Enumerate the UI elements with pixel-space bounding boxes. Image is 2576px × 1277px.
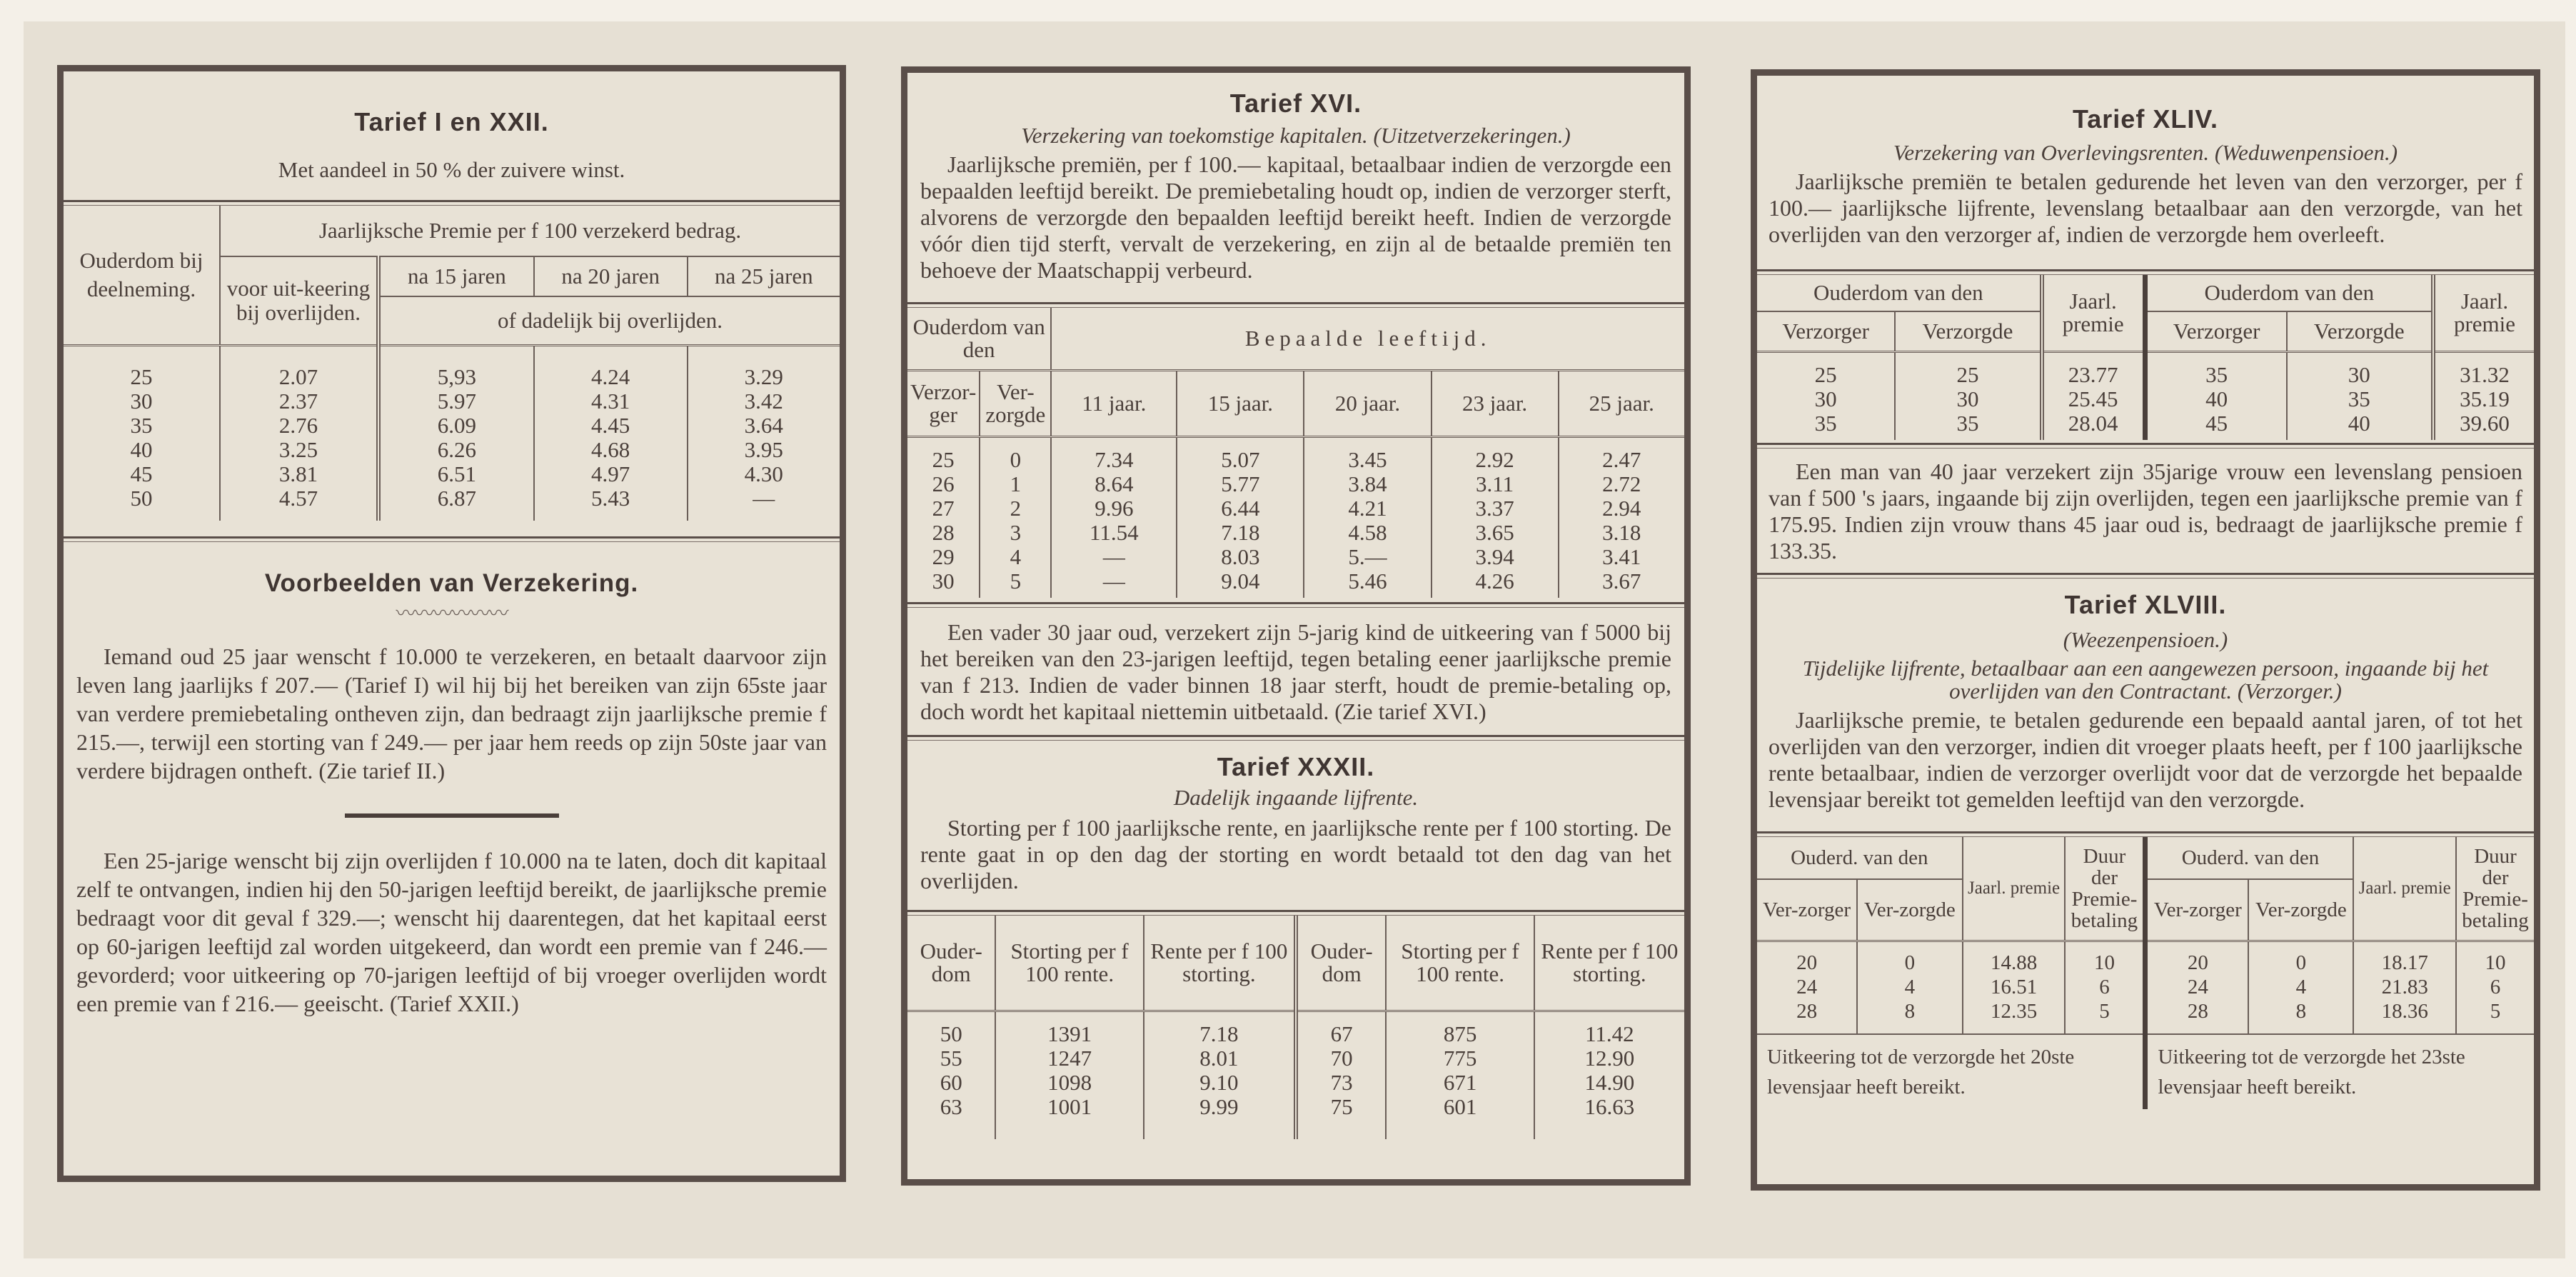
col-header-25: na 25 jaren <box>688 256 840 296</box>
table-cell: 601 <box>1386 1095 1534 1139</box>
table-row <box>64 346 840 390</box>
panel1-subtitle: Met aandeel in 50 % der zuivere winst. <box>278 157 625 182</box>
table-cell: 2.94 <box>1559 496 1684 521</box>
table-cell: 5,93 <box>378 346 534 390</box>
divider <box>64 536 840 542</box>
table-cell: 671 <box>1386 1071 1534 1095</box>
divider <box>1757 573 2534 579</box>
panel-tarief-xliv <box>1751 69 2540 1191</box>
table-cell: 5.77 <box>1177 472 1304 496</box>
table-cell: 9.99 <box>1144 1095 1296 1139</box>
panel2-example: Een vader 30 jaar oud, verzekert zijn 5-jarig kind de uitkeering van f 5000 bij het bereiken van den 23-jarigen leeftijd, tegen betaling eener jaarlijksche premie van f 213. Indien de vader binnen 18 jaar sterft, houdt de premie-betaling op, doch wordt het kapitaal niettemin uitbetaald. (Zie tarief XVI.) <box>920 619 1671 724</box>
table-cell: 60 <box>940 1070 962 1095</box>
table-cell: 7.34 <box>1051 437 1177 473</box>
table-cell: 2 <box>980 496 1051 521</box>
col-header-verzorger: Verzorger <box>1782 319 1869 344</box>
panel3-subtitle2a: (Weezenpensioen.) <box>2063 627 2228 652</box>
col-header-duur: Duur der Premie-betaling <box>2065 837 2145 941</box>
tarief-xliv-table <box>1757 275 2534 440</box>
table-cell: 3.84 <box>1304 472 1431 496</box>
table-cell: 3.11 <box>1432 472 1559 496</box>
col-header-verzorgde: Ver-zorgde <box>1857 879 1963 941</box>
table-row <box>1757 941 2534 976</box>
table-cell: 50 <box>130 486 153 511</box>
table-cell: 6 <box>2065 975 2145 999</box>
panel3-title: Tarief XLIV. <box>2072 104 2219 134</box>
table-cell: 1098 <box>995 1071 1143 1095</box>
table-cell: 28 <box>2145 999 2248 1034</box>
table-cell: — <box>1051 545 1177 569</box>
table-cell: 1391 <box>995 1011 1143 1047</box>
table-cell: 4 <box>1857 975 1963 999</box>
table-cell: 35 <box>1814 411 1837 436</box>
table-cell: 35.19 <box>2433 387 2534 411</box>
panel2-title2: Tarief XXXII. <box>1217 752 1375 781</box>
table-cell: 9.96 <box>1051 496 1177 521</box>
table-cell: 9.04 <box>1177 569 1304 598</box>
table-cell: 23.77 <box>2042 352 2145 388</box>
table-cell: 6.26 <box>378 438 534 462</box>
col-header-age: Ouder-dom <box>920 938 982 986</box>
col-header-rente: Rente per f 100 storting. <box>1534 916 1684 1011</box>
col-header-15: na 15 jaren <box>378 256 534 296</box>
table-cell: 27 <box>932 496 955 521</box>
table-cell: 55 <box>940 1046 962 1071</box>
table-cell: 5.97 <box>378 389 534 414</box>
table-cell: 4.45 <box>534 414 688 438</box>
table-cell: 35 <box>2287 387 2433 411</box>
table-cell: 16.51 <box>1963 975 2066 999</box>
panel3-title2: Tarief XLVIII. <box>2064 590 2227 619</box>
col-header-verzorgde: Verzorgde <box>2287 311 2433 352</box>
table-cell: 2.37 <box>220 389 378 414</box>
table-cell: 775 <box>1386 1046 1534 1071</box>
table-cell: 3.81 <box>220 462 378 486</box>
col-header-20: 20 jaar. <box>1304 371 1431 437</box>
table-cell: 20 <box>1796 951 1818 974</box>
table-cell: 7.18 <box>1177 521 1304 545</box>
group-header-target: Bepaalde leeftijd. <box>1051 308 1684 371</box>
table-cell: 28.04 <box>2042 411 2145 440</box>
group-header-age: Ouderdom van den <box>1757 275 2042 311</box>
table-cell: 5.43 <box>534 486 688 521</box>
table-cell: 1 <box>980 472 1051 496</box>
sub-header-immediate: of dadelijk bij overlijden. <box>378 296 840 346</box>
table-cell: 73 <box>1296 1071 1386 1095</box>
group-header-age: Ouderdom van den <box>912 314 1045 362</box>
table-cell: 29 <box>932 544 955 569</box>
table-row <box>64 389 840 414</box>
table-row <box>64 438 840 462</box>
table-row <box>907 545 1684 569</box>
col-header-duur: Duur der Premie-betaling <box>2456 837 2534 941</box>
col-header-verzorgde: Ver-zorgde <box>2248 879 2353 941</box>
panel2-intro: Jaarlijksche premiën, per f 100.— kapitaal, betaalbaar indien de verzorgde een bepaalden leeftijd bereikt. De premiebetaling houdt op, indien de verzorger sterft, alvorens de verzorgde den bepaalden leeftijd bereikt heeft. Indien de verzorgde vóór dien tijd sterft, vervalt de verzekering, en zijn al de betaalde premiën ten behoeve der Maatschappij verbeurd. <box>920 151 1671 283</box>
table-cell: 35 <box>1895 411 2041 440</box>
col-header-age: Ouderdom bij deelneming. <box>79 248 203 301</box>
table-cell: 3.45 <box>1304 437 1431 473</box>
col-header-premie: Jaarl. premie <box>2353 837 2456 941</box>
table-cell: 2.47 <box>1559 437 1684 473</box>
table-cell: 4.21 <box>1304 496 1431 521</box>
table-cell: 3.29 <box>688 346 840 390</box>
table-cell: 6.09 <box>378 414 534 438</box>
table-row <box>1757 975 2534 999</box>
table-cell: 4.24 <box>534 346 688 390</box>
table-cell: 0 <box>980 437 1051 473</box>
table-row <box>1757 411 2534 440</box>
col-header-verzorgde: Verzorgde <box>1895 311 2041 352</box>
table-cell: 3.64 <box>688 414 840 438</box>
table-cell: 4.68 <box>534 438 688 462</box>
col-header-premie: Jaarl. premie <box>2433 275 2534 352</box>
table-cell: 3.25 <box>220 438 378 462</box>
divider <box>1757 443 2534 449</box>
table-cell: 70 <box>1296 1046 1386 1071</box>
table-cell: 6 <box>2456 975 2534 999</box>
table-row <box>907 521 1684 545</box>
table-cell: 7.18 <box>1144 1011 1296 1047</box>
table-cell: 67 <box>1296 1011 1386 1047</box>
col-header-verzorgde: Ver-zorgde <box>980 371 1051 437</box>
table-cell: 14.90 <box>1534 1071 1684 1095</box>
table-cell: 12.35 <box>1963 999 2066 1034</box>
table-cell: 40 <box>130 437 153 462</box>
table-cell: 40 <box>2145 387 2286 411</box>
table-cell: 4.57 <box>220 486 378 521</box>
tarief-xvi-table <box>907 308 1684 598</box>
table-row <box>907 472 1684 496</box>
table-cell: — <box>688 486 840 521</box>
table-cell: 26 <box>932 471 955 496</box>
panel3-intro: Jaarlijksche premiën te betalen gedurende het leven van den verzorger, per f 100.— jaarlijksche lijfrente, levenslang betaalbaar aan den verzorgde, van het overlijden van den verzorger af, indien de verzorgde hem overleeft. <box>1769 169 2522 247</box>
table-cell: 3.18 <box>1559 521 1684 545</box>
table-row <box>907 496 1684 521</box>
table-cell: 63 <box>940 1094 962 1119</box>
examples-title: Voorbeelden van Verzekering. <box>264 569 639 597</box>
table-cell: 3.67 <box>1559 569 1684 598</box>
table-cell: 3.95 <box>688 438 840 462</box>
divider <box>907 302 1684 308</box>
table-cell: 875 <box>1386 1011 1534 1047</box>
table-cell: 4.97 <box>534 462 688 486</box>
table-cell: 5.— <box>1304 545 1431 569</box>
table-cell: 5.07 <box>1177 437 1304 473</box>
col-header-premie: Jaarl. premie <box>1963 837 2066 941</box>
table-cell: 5 <box>2065 999 2145 1034</box>
table-cell: — <box>1051 569 1177 598</box>
col-header-verzorger: Verzorger <box>2145 311 2286 352</box>
table-cell: 24 <box>2145 975 2248 999</box>
table-cell: 1001 <box>995 1095 1143 1139</box>
table-cell: 3.65 <box>1432 521 1559 545</box>
table-row <box>1757 352 2534 388</box>
col-header-25: 25 jaar. <box>1559 371 1684 437</box>
table-row <box>907 1011 1684 1047</box>
table-cell: 5 <box>980 569 1051 598</box>
panel-tarief-xvi <box>901 66 1691 1186</box>
panel2-subtitle2: Dadelijk ingaande lijfrente. <box>1173 785 1419 810</box>
col-header-storting: Storting per f 100 rente. <box>1386 916 1534 1011</box>
table-cell: 4 <box>2248 975 2353 999</box>
table-cell: 28 <box>932 520 955 545</box>
table-cell: 45 <box>2145 411 2286 440</box>
table-row <box>64 414 840 438</box>
table-row <box>64 462 840 486</box>
table-cell: 0 <box>2248 941 2353 976</box>
table-row <box>1757 999 2534 1034</box>
divider <box>1757 831 2534 837</box>
table-cell: 30 <box>130 389 153 414</box>
table-cell: 39.60 <box>2433 411 2534 440</box>
panel-tarief-i-en-xxii <box>57 65 846 1182</box>
col-header-verzorger: Verzor-ger <box>910 379 977 427</box>
table-cell: 5.46 <box>1304 569 1431 598</box>
panel3-subtitle: Verzekering van Overlevingsrenten. (Weduwenpensioen.) <box>1893 140 2398 165</box>
divider <box>907 910 1684 916</box>
divider <box>907 602 1684 608</box>
table-cell: 4.58 <box>1304 521 1431 545</box>
table-cell: 3.94 <box>1432 545 1559 569</box>
panel3-intro2: Jaarlijksche premie, te betalen gedurende een bepaald aantal jaren, of tot het overlijden van den verzorger, indien dit vroeger plaats heeft, per f 100 jaarlijksche rente betaalbaar, indien de verzorger overlijdt voor dat de verzorgde het bepaalde levensjaar bereikt tot gemelden leeftijd van den verzorgde. <box>1769 707 2522 812</box>
table-cell: 20 <box>2145 941 2248 976</box>
note-right: Uitkeering tot de verzorgde het 23ste levensjaar heeft bereikt. <box>2145 1034 2534 1109</box>
table-cell: 35 <box>130 413 153 438</box>
table-cell: 25 <box>1895 352 2041 388</box>
table-cell: 25 <box>932 447 955 472</box>
divider <box>1757 269 2534 275</box>
table-cell: 18.36 <box>2353 999 2456 1034</box>
col-header-11: 11 jaar. <box>1051 371 1177 437</box>
col-header-20: na 20 jaren <box>534 256 688 296</box>
panel2-intro2: Storting per f 100 jaarlijksche rente, en jaarlijksche rente per f 100 storting. De rente gaat in op den dag der storting en wordt betaald tot den dag van het overlijden. <box>920 815 1671 893</box>
col-header-verzorger: Ver-zorger <box>2145 879 2248 941</box>
table-cell: 4.26 <box>1432 569 1559 598</box>
col-header-verzorger: Ver-zorger <box>1763 898 1851 921</box>
table-cell: 25.45 <box>2042 387 2145 411</box>
group-header-age: Ouderd. van den <box>2145 837 2353 879</box>
table-row <box>907 437 1684 473</box>
table-cell: 24 <box>1796 976 1818 998</box>
table-cell: 50 <box>940 1021 962 1046</box>
table-cell: 4.31 <box>534 389 688 414</box>
table-cell: 10 <box>2456 941 2534 976</box>
group-header-age: Ouderd. van den <box>1757 837 1963 879</box>
example-1: Iemand oud 25 jaar wenscht f 10.000 te verzekeren, en betaalt daarvoor zijn leven lang jaarlijks f 207.— (Tarief I) wil hij bij het bereiken van zijn 65ste jaar van verdere premiebetaling ontheven zijn, dan bedraagt zijn jaarlijksche premie f 215.—, terwijl een storting van f 249.— per jaar hem reeds op zijn 50ste jaar van verdere bijdragen ontheft. (Zie tarief II.) <box>76 643 827 783</box>
example-2: Een 25-jarige wenscht bij zijn overlijden f 10.000 na te laten, doch dit kapitaal zelf te ontvangen, indien hij den 50-jarigen leeftijd bereikt, de jaarlijksche premie bedraagt voor dit geval f 329.—; wenscht hij daarentegen, dat het kapitaal eerst op 60-jarigen leeftijd zal worden uitgekeerd, dan wordt een premie van f 246.— gevorderd; voor uitkeering op 70-jarigen leeftijd of bij vroeger overlijden wordt een premie van f 216.— geeischt. (Tarief XXII.) <box>76 848 827 1016</box>
table-cell: 2.07 <box>220 346 378 390</box>
col-header-23: 23 jaar. <box>1432 371 1559 437</box>
table-cell: 2.92 <box>1432 437 1559 473</box>
col-header-15: 15 jaar. <box>1177 371 1304 437</box>
table-cell: 8 <box>2248 999 2353 1034</box>
table-cell: 3.41 <box>1559 545 1684 569</box>
col-header-age: Ouder-dom <box>1296 916 1386 1011</box>
table-cell: 35 <box>2145 352 2286 388</box>
divider <box>907 735 1684 741</box>
table-cell: 8.01 <box>1144 1046 1296 1071</box>
table-cell: 28 <box>1796 1000 1818 1023</box>
table-cell: 0 <box>1857 941 1963 976</box>
table-cell: 6.44 <box>1177 496 1304 521</box>
table-row <box>907 569 1684 598</box>
panel1-title: Tarief I en XXII. <box>354 107 549 136</box>
tarief-xlviii-table <box>1757 837 2534 1109</box>
table-cell: 30 <box>932 569 955 594</box>
col-header-rente: Rente per f 100 storting. <box>1144 916 1296 1011</box>
tarief-i-table <box>64 206 840 521</box>
table-cell: 6.87 <box>378 486 534 521</box>
table-cell: 3.42 <box>688 389 840 414</box>
table-cell: 45 <box>130 461 153 486</box>
panel3-subtitle2b: Tijdelijke lijfrente, betaalbaar aan een aangewezen persoon, ingaande bij het overlijden van den Contractant. (Verzorger.) <box>1802 656 2489 703</box>
table-cell: 11.54 <box>1051 521 1177 545</box>
table-cell: 31.32 <box>2433 352 2534 388</box>
panel2-subtitle: Verzekering van toekomstige kapitalen. (Uitzetverzekeringen.) <box>1021 123 1571 148</box>
ornament: 〰〰〰〰〰〰 <box>396 603 508 625</box>
table-cell: 8.64 <box>1051 472 1177 496</box>
panel2-title: Tarief XVI. <box>1229 89 1362 118</box>
table-cell: 18.17 <box>2353 941 2456 976</box>
col-header-death: voor uit-keering bij overlijden. <box>220 256 378 346</box>
table-cell: 75 <box>1296 1095 1386 1139</box>
table-cell: 5 <box>2456 999 2534 1034</box>
panel3-example: Een man van 40 jaar verzekert zijn 35jarige vrouw een levenslang pensioen van f 500 's jaars, ingaande bij zijn overlijden, tegen een jaarlijksche premie van f 175.95. Indien zijn vrouw thans 45 jaar oud is, bedraagt de jaarlijksche premie f 133.35. <box>1769 459 2522 564</box>
table-cell: 2.76 <box>220 414 378 438</box>
table-cell: 3 <box>980 521 1051 545</box>
table-cell: 25 <box>130 364 153 389</box>
table-row <box>1757 387 2534 411</box>
table-cell: 25 <box>1814 362 1837 387</box>
table-cell: 4 <box>980 545 1051 569</box>
table-cell: 8 <box>1857 999 1963 1034</box>
table-cell: 9.10 <box>1144 1071 1296 1095</box>
group-header-premium: Jaarlijksche Premie per f 100 verzekerd bedrag. <box>220 206 840 256</box>
tarief-xxxii-table <box>907 916 1684 1139</box>
table-cell: 12.90 <box>1534 1046 1684 1071</box>
table-cell: 30 <box>1895 387 2041 411</box>
table-cell: 14.88 <box>1963 941 2066 976</box>
table-cell: 1247 <box>995 1046 1143 1071</box>
table-cell: 30 <box>1814 386 1837 411</box>
table-cell: 8.03 <box>1177 545 1304 569</box>
col-header-storting: Storting per f 100 rente. <box>995 916 1143 1011</box>
table-cell: 10 <box>2065 941 2145 976</box>
table-cell: 30 <box>2287 352 2433 388</box>
table-cell: 2.72 <box>1559 472 1684 496</box>
note-left: Uitkeering tot de verzorgde het 20ste levensjaar heeft bereikt. <box>1767 1046 2075 1098</box>
col-header-premie: Jaarl. premie <box>2042 275 2145 352</box>
divider <box>64 200 840 206</box>
table-cell: 6.51 <box>378 462 534 486</box>
group-header-age: Ouderdom van den <box>2145 275 2433 311</box>
table-cell: 16.63 <box>1534 1095 1684 1139</box>
table-cell: 4.30 <box>688 462 840 486</box>
table-row <box>64 486 840 521</box>
table-cell: 11.42 <box>1534 1011 1684 1047</box>
table-row <box>907 1071 1684 1095</box>
table-row <box>907 1046 1684 1071</box>
table-row <box>907 1095 1684 1139</box>
table-cell: 21.83 <box>2353 975 2456 999</box>
table-cell: 3.37 <box>1432 496 1559 521</box>
table-cell: 40 <box>2287 411 2433 440</box>
